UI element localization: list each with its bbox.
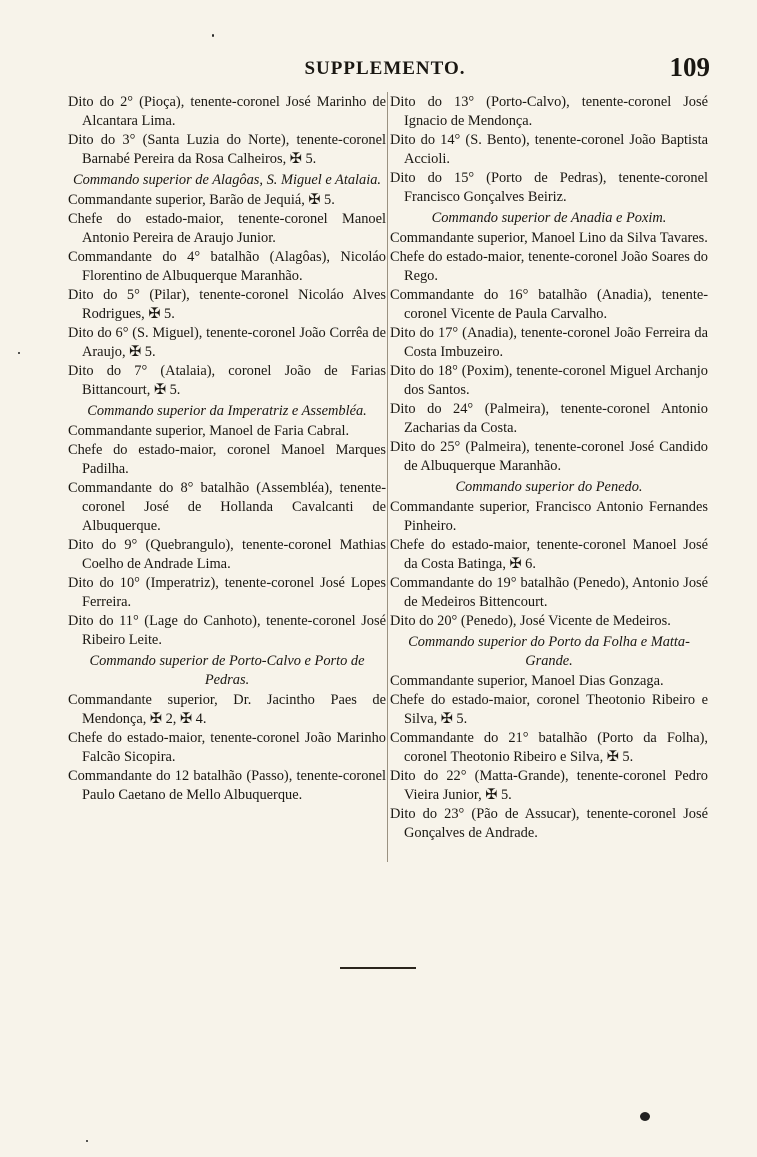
roster-entry: Dito do 17° (Anadia), tenente-coronel João Ferreira da Costa Imbuzeiro. <box>390 325 708 360</box>
section-heading: Commando superior de Alagôas, S. Miguel e Atalaia. <box>72 172 382 188</box>
roster-entry: Dito do 2° (Pioça), tenente-coronel José Marinho de Alcantara Lima. <box>68 94 386 129</box>
roster-entry: Commandante do 21° batalhão (Porto da Folha), coronel Theotonio Ribeiro e Silva, ✠ 5. <box>390 730 708 765</box>
section-heading: Commando superior de Anadia e Poxim. <box>431 210 667 226</box>
roster-entry: Commandante superior, Barão de Jequiá, ✠ 5. <box>68 192 335 208</box>
running-title: SUPPLEMENTO. <box>304 58 466 79</box>
roster-entry: Dito do 25° (Palmeira), tenente-coronel José Candido de Albuquerque Maranhão. <box>390 439 708 474</box>
roster-entry: Dito do 20° (Penedo), José Vicente de Medeiros. <box>390 613 671 629</box>
roster-entry: Chefe do estado-maior, tenente-coronel João Soares do Rego. <box>390 249 708 284</box>
roster-entry: Commandante superior, Manoel Lino da Silva Tavares. <box>390 230 708 246</box>
roster-entry: Dito do 10° (Imperatriz), tenente-coronel José Lopes Ferreira. <box>68 575 386 610</box>
ink-speck <box>18 352 20 354</box>
ink-speck <box>640 1112 650 1121</box>
ink-speck <box>212 34 214 37</box>
roster-entry: Commandante do 12 batalhão (Passo), tenente-coronel Paulo Caetano de Mello Albuquerque. <box>68 768 386 803</box>
section-heading: Commando superior do Porto da Folha e Matta-Grande. <box>408 634 690 669</box>
left-column <box>68 93 386 805</box>
roster-entry: Dito do 13° (Porto-Calvo), tenente-coronel José Ignacio de Mendonça. <box>390 94 708 129</box>
roster-entry: Dito do 23° (Pão de Assucar), tenente-coronel José Gonçalves de Andrade. <box>390 806 708 841</box>
page-header <box>0 52 757 88</box>
roster-entry: Dito do 24° (Palmeira), tenente-coronel Antonio Zacharias da Costa. <box>390 401 708 436</box>
ink-speck <box>86 1140 88 1142</box>
roster-entry: Chefe do estado-maior, coronel Theotonio Ribeiro e Silva, ✠ 5. <box>390 692 708 727</box>
roster-entry: Dito do 9° (Quebrangulo), tenente-coronel Mathias Coelho de Andrade Lima. <box>68 537 386 572</box>
roster-entry: Dito do 6° (S. Miguel), tenente-coronel João Corrêa de Araujo, ✠ 5. <box>68 325 386 360</box>
roster-entry: Dito do 18° (Poxim), tenente-coronel Miguel Archanjo dos Santos. <box>390 363 708 398</box>
roster-entry: Dito do 3° (Santa Luzia do Norte), tenente-coronel Barnabé Pereira da Rosa Calheiros, ✠ 5. <box>68 132 386 167</box>
roster-entry: Commandante do 19° batalhão (Penedo), Antonio José de Medeiros Bittencourt. <box>390 575 708 610</box>
roster-entry: Commandante superior, Manoel de Faria Cabral. <box>68 423 350 439</box>
roster-entry: Dito do 7° (Atalaia), coronel João de Farias Bittancourt, ✠ 5. <box>68 363 386 398</box>
roster-entry: Dito do 22° (Matta-Grande), tenente-coronel Pedro Vieira Junior, ✠ 5. <box>390 768 708 803</box>
roster-entry: Commandante superior, Dr. Jacintho Paes de Mendonça, ✠ 2, ✠ 4. <box>68 692 386 727</box>
closing-rule <box>340 967 416 969</box>
roster-entry: Dito do 15° (Porto de Pedras), tenente-coronel Francisco Gonçalves Beiriz. <box>390 170 708 205</box>
roster-entry: Commandante superior, Manoel Dias Gonzaga. <box>390 673 664 689</box>
roster-entry: Commandante do 4° batalhão (Alagôas), Nicoláo Florentino de Albuquerque Maranhão. <box>68 249 386 284</box>
section-heading: Commando superior de Porto-Calvo e Porto de Pedras. <box>89 653 365 688</box>
column-divider <box>387 92 388 862</box>
right-column <box>390 93 708 843</box>
roster-entry: Chefe do estado-maior, tenente-coronel Manoel Antonio Pereira de Araujo Junior. <box>68 211 386 246</box>
roster-entry: Chefe do estado-maior, coronel Manoel Marques Padilha. <box>68 442 386 477</box>
roster-entry: Dito do 5° (Pilar), tenente-coronel Nicoláo Alves Rodrigues, ✠ 5. <box>68 287 386 322</box>
roster-entry: Commandante do 8° batalhão (Assembléa), tenente-coronel José de Hollanda Cavalcanti de Albuquerque. <box>68 480 386 534</box>
page-number: 109 <box>669 52 710 82</box>
section-heading: Commando superior do Penedo. <box>455 479 643 495</box>
section-heading: Commando superior da Imperatriz e Assembléa. <box>87 403 367 419</box>
roster-entry: Chefe do estado-maior, tenente-coronel Manoel José da Costa Batinga, ✠ 6. <box>390 537 708 572</box>
roster-entry: Chefe do estado-maior, tenente-coronel João Marinho Falcão Sicopira. <box>68 730 386 765</box>
roster-entry: Commandante do 16° batalhão (Anadia), tenente-coronel Vicente de Paula Carvalho. <box>390 287 708 322</box>
roster-entry: Dito do 14° (S. Bento), tenente-coronel João Baptista Accioli. <box>390 132 708 167</box>
roster-entry: Commandante superior, Francisco Antonio Fernandes Pinheiro. <box>390 499 708 534</box>
roster-entry: Dito do 11° (Lage do Canhoto), tenente-coronel José Ribeiro Leite. <box>68 613 386 648</box>
